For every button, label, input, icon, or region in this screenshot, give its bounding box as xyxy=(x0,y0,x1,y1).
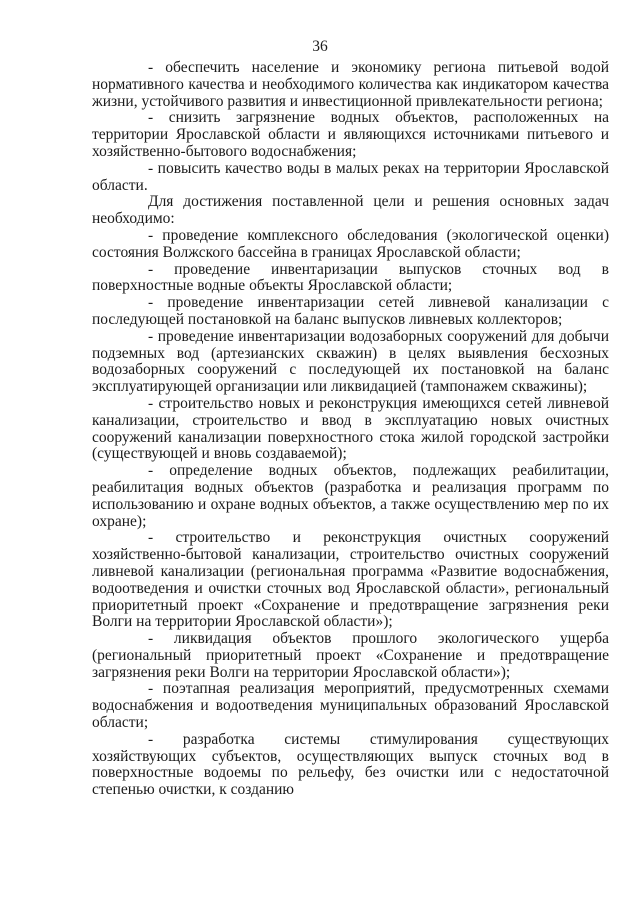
list-item-past-damage: - ликвидация объектов прошлого экологического ущерба (региональный приоритетный проект «Сохранение и предотвращение загрязнения реки Волги на территории Ярославской области»); xyxy=(92,630,609,681)
list-item-storm-sewer-construction: - строительство новых и реконструкция имеющихся сетей ливневой канализации, строительство и ввод в эксплуатацию новых очистных сооружений канализации поверхностного стока жилой городской застройки (существующей и вновь создаваемой); xyxy=(92,394,609,463)
list-item-storm-sewer-inventory: - проведение инвентаризации сетей ливневой канализации с последующей постановкой на баланс выпусков ливневых коллекторов; xyxy=(92,294,609,328)
document-body xyxy=(92,60,609,799)
list-item-incentives: - разработка системы стимулирования существующих хозяйствующих субъектов, осуществляющих выпуск сточных вод в поверхностные водоемы по рельефу, без очистки или с недостаточной степенью очистки, к созданию xyxy=(92,730,609,799)
list-item-volga-survey: - проведение комплексного обследования (экологической оценки) состояния Волжского бассейна в границах Ярославской области; xyxy=(92,226,609,261)
page-number: 36 xyxy=(312,38,328,55)
list-item-treatment-facilities: - строительство и реконструкция очистных сооружений хозяйственно-бытовой канализации, строительство очистных сооружений ливневой канализации (региональная программа «Развитие водоснабжения, водоотведения и очистки сточных вод Ярославской области», региональный приоритетный проект «Сохранение и предотвращение загрязнения реки Волги на территории Ярославской области»); xyxy=(92,529,609,631)
list-item-rehabilitation: - определение водных объектов, подлежащих реабилитации, реабилитация водных объектов (разработка и реализация программ по использованию и охране водных объектов, а также осуществлению мер по их охране); xyxy=(92,462,609,530)
intro-paragraph: Для достижения поставленной цели и решения основных задач необходимо: xyxy=(92,193,609,228)
list-item-municipal-schemes: - поэтапная реализация мероприятий, предусмотренных схемами водоснабжения и водоотведения муниципальных образований Ярославской области; xyxy=(92,680,609,732)
bullet-item-small-rivers: - повысить качество воды в малых реках на территории Ярославской области. xyxy=(92,159,609,194)
bullet-item-water-supply: - обеспечить население и экономику региона питьевой водой нормативного качества и необходимого количества как индикатором качества жизни, устойчивого развития и инвестиционной привлекательности региона; xyxy=(92,59,609,110)
list-item-wastewater-inventory: - проведение инвентаризации выпусков сточных вод в поверхностные водные объекты Ярославской области; xyxy=(92,260,609,295)
list-item-wells-inventory: - проведение инвентаризации водозаборных сооружений для добычи подземных вод (артезианских скважин) в целях выявления бесхозных водозаборных сооружений с последующей их постановкой на баланс эксплуатирующей организации или ликвидацией (тампонажем скважины); xyxy=(92,327,609,396)
bullet-item-reduce-pollution: - снизить загрязнение водных объектов, расположенных на территории Ярославской области и являющихся источниками питьевого и хозяйственно-бытового водоснабжения; xyxy=(92,109,609,160)
